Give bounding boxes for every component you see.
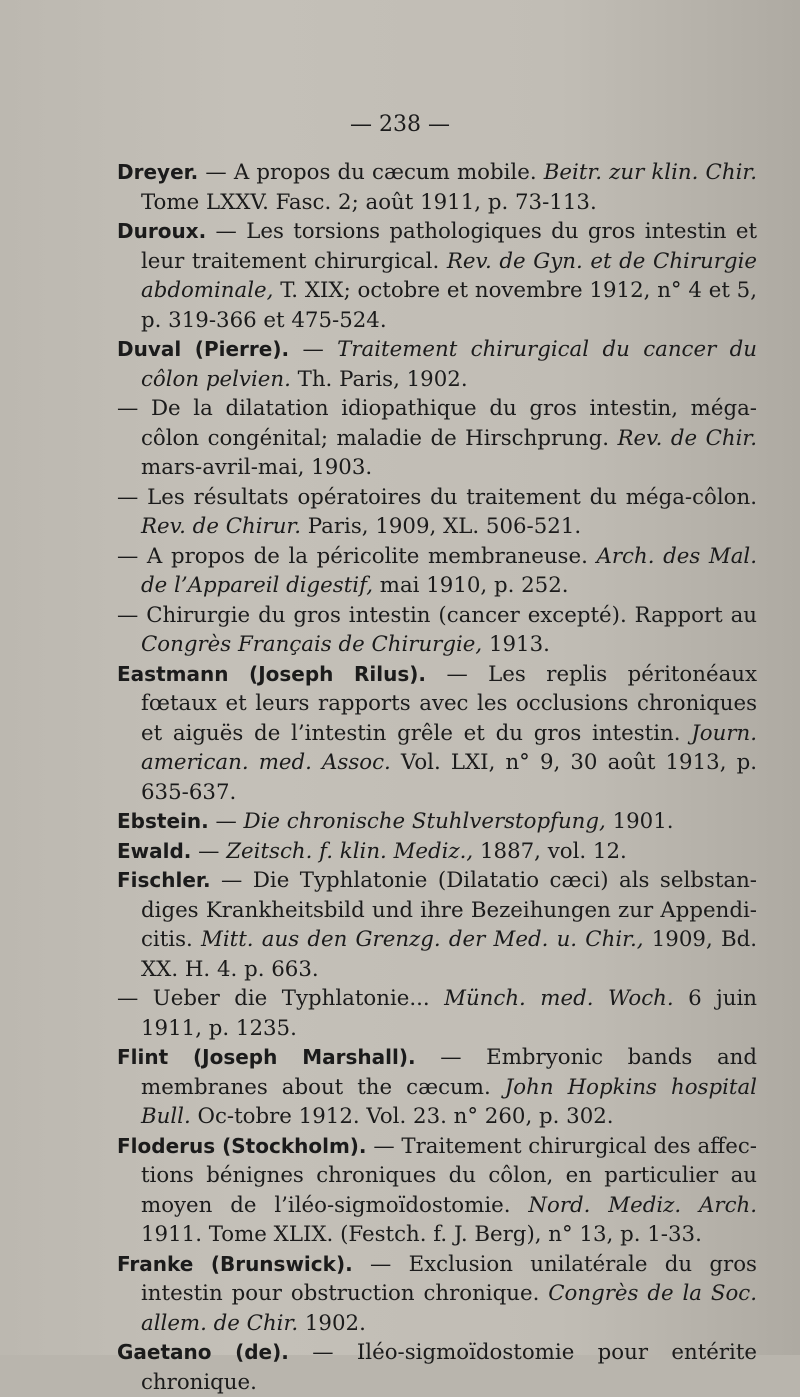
entry-text: — Exclusion unilatérale du gros intestin pour obstruction chronique. — [141, 1251, 757, 1306]
entry-author: Floderus (Stockholm). — [117, 1133, 367, 1158]
entry-text: Oc-tobre 1912. Vol. 23. n° 260, p. 302. — [190, 1104, 614, 1129]
entry-text: 1911. Tome XLIX. (Festch. f. J. Berg), n° 13, p. 1-33. — [141, 1222, 702, 1247]
entry-source-title: Beitr. zur klin. Chir. — [543, 160, 757, 185]
entry-text: — Les torsions pathologiques du gros intestin et leur traitement chirurgical. — [141, 219, 757, 274]
entry-text: Paris, 1909, XL. 506-521. — [301, 514, 582, 539]
entry-text: T. XIX; octobre et novembre 1912, n° 4 et 5, p. 319-366 et 475-524. — [141, 278, 757, 333]
bibliography-entry — [117, 158, 757, 217]
page-number: — 238 — — [350, 112, 450, 137]
entry-author: Flint (Joseph Marshall). — [117, 1045, 416, 1069]
bibliography-entry — [117, 542, 757, 601]
entry-text: Tome LXXV. Fasc. 2; août 1911, p. 73-113. — [141, 189, 597, 215]
bibliography-entry — [117, 837, 757, 867]
entry-text: — — [289, 337, 338, 362]
entry-text: — De la dilatation idiopathique du gros intestin, méga-côlon congénital; maladie de Hirschprung. — [117, 396, 757, 451]
entry-author: Dreyer. — [117, 160, 199, 184]
entry-text: — Les replis péritonéaux fœtaux et leurs rapports avec les occlusions chroniques et aiguës de l’intestin grêle et du gros intestin. — [141, 661, 758, 746]
entry-text: — A propos du cæcum mobile. — [198, 160, 544, 185]
bibliography-entry — [117, 1043, 757, 1132]
entry-source-title: Nord. Mediz. Arch. — [528, 1192, 757, 1218]
bibliography-entry — [117, 483, 757, 542]
entry-text: Th. Paris, 1902. — [290, 366, 468, 392]
entry-text: — Die Typhlatonie (Dilatatio cæci) als selbstan-diges Krankheitsbild und ihre Bezeihungen zur Appendi-citis. — [141, 868, 757, 952]
entry-source-title: Arch. des Mal. de l’Appareil digestif, — [141, 543, 757, 598]
entry-text: mars-avril-mai, 1903. — [141, 455, 373, 480]
entry-author: Fischler. — [117, 868, 211, 892]
bibliography-entry — [117, 1132, 757, 1250]
bibliography-entry — [117, 1250, 757, 1339]
entry-source-title: Rev. de Chirur. — [141, 514, 302, 539]
entry-text: — Traitement chirurgical des affec-tions bénignes chroniques du côlon, en particulier au moyen de l’iléo-sigmoïdostomie. — [141, 1133, 758, 1218]
entry-source-title: Journ. american. med. Assoc. — [141, 720, 757, 775]
entry-text: 1913. — [482, 632, 550, 657]
entry-author: Ewald. — [117, 838, 192, 863]
entry-source-title: Münch. med. Woch. — [444, 986, 674, 1011]
entry-text: — Ueber die Typhlatonie... — [117, 986, 445, 1011]
entry-text: — Les résultats opératoires du traitement du méga-côlon. — [117, 484, 757, 510]
entry-source-title: Zeitsch. f. klin. Mediz., — [226, 838, 474, 864]
entry-text: 1901. — [605, 809, 674, 834]
entry-text: mai 1910, p. 252. — [372, 573, 569, 598]
entry-source-title: Rev. de Chir. — [617, 425, 757, 451]
entry-text: — Embryonic bands and membranes about the cæcum. — [141, 1045, 757, 1100]
bibliography-entry — [117, 984, 757, 1043]
entry-author: Duval (Pierre). — [117, 337, 290, 361]
bibliography-entry — [117, 660, 757, 808]
entry-source-title: Traitement chirurgical du cancer du côlon pelvien. — [141, 337, 757, 392]
entry-author: Eastmann (Joseph Rilus). — [117, 661, 427, 686]
entry-text: — A propos de la péricolite membraneuse. — [117, 543, 597, 569]
entry-author: Duroux. — [117, 219, 207, 243]
bibliography-entry — [117, 394, 757, 483]
bibliography-entry — [117, 217, 757, 335]
entry-author: Ebstein. — [117, 809, 209, 833]
entry-text: 1909, Bd. XX. H. 4. p. 663. — [141, 927, 757, 982]
entry-source-title: Rev. de Gyn. et de Chirurgie abdominale, — [141, 248, 757, 303]
bibliography-entry — [117, 1338, 757, 1397]
entry-source-title: John Hopkins hospital Bull. — [141, 1074, 757, 1129]
bibliography-entry — [117, 866, 757, 984]
entry-text: — Iléo-sigmoïdostomie pour entérite chronique. — [141, 1340, 758, 1395]
entry-source-title: Congrès de la Soc. allem. de Chir. — [141, 1281, 757, 1336]
entry-text: — Chirurgie du gros intestin (cancer excepté). Rapport au — [117, 602, 757, 628]
entry-source-title: Die chronische Stuhlverstopfung, — [243, 809, 606, 834]
entry-text: 1887, vol. 12. — [473, 838, 627, 864]
bibliography-entry — [117, 807, 757, 837]
entry-source-title: Mitt. aus den Grenzg. der Med. u. Chir., — [201, 927, 644, 952]
entry-text: Vol. LXI, n° 9, 30 août 1913, p. 635-637. — [141, 750, 757, 805]
bibliography-entry — [117, 601, 757, 660]
entry-text: 6 juin 1911, p. 1235. — [141, 986, 758, 1041]
entry-text: — — [191, 838, 227, 864]
entry-text: 1902. — [298, 1310, 366, 1336]
bibliography-list — [117, 158, 757, 1397]
bibliography-entry — [117, 335, 757, 394]
entry-text: — — [208, 809, 244, 834]
entry-source-title: Congrès Français de Chirurgie, — [141, 632, 483, 657]
entry-author: Gaetano (de). — [117, 1340, 289, 1364]
entry-author: Franke (Brunswick). — [117, 1251, 353, 1276]
